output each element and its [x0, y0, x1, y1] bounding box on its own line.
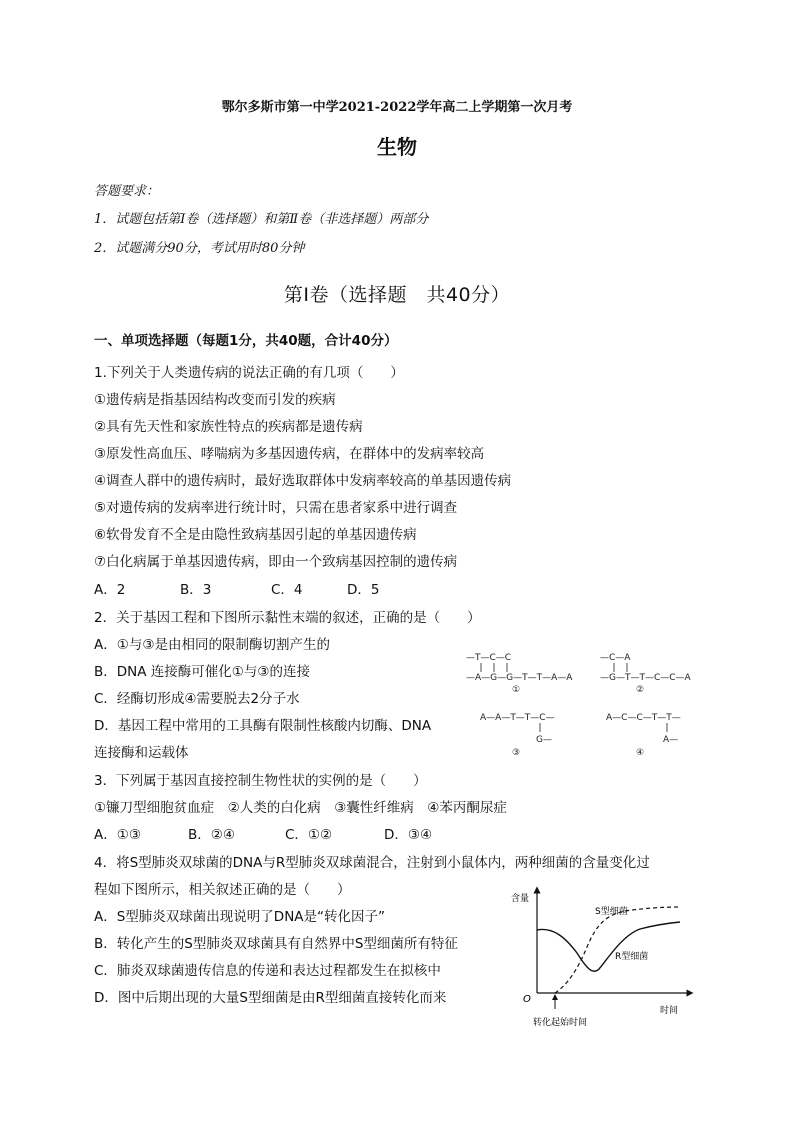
q4-option-c: C．肺炎双球菌遗传信息的传递和表达过程都发生在拟核中: [94, 963, 441, 979]
y-axis-label: 含量: [511, 894, 530, 904]
legend-label-r-type: R型细菌: [615, 952, 649, 962]
sticky-end-4-label: ④: [636, 748, 645, 758]
bacteria-content-chart: [505, 885, 695, 1030]
q1-statement-1: ①遗传病是指基因结构改变而引发的疾病: [94, 392, 336, 408]
section-title: 第Ⅰ卷（选择题 共40分）: [283, 284, 511, 306]
q1-statement-5: ⑤对遗传病的发病率进行统计时，只需在患者家系中进行调查: [94, 500, 458, 516]
q2-option-a: A．①与③是由相同的限制酶切割产生的: [94, 637, 330, 653]
q1-option-a: A．2: [94, 582, 126, 598]
q1-option-c: C．4: [271, 582, 303, 598]
legend-label-s-type: S型细菌: [595, 907, 628, 917]
requirements-heading: 答题要求：: [94, 184, 160, 199]
q3-option-a: A．①③: [94, 827, 141, 843]
q4-option-a: A．S型肺炎双球菌出现说明了DNA是“转化因子”: [94, 909, 386, 925]
q4-option-d: D．图中后期出现的大量S型细菌是由R型细菌直接转化而来: [94, 990, 447, 1006]
q2-option-b: B．DNA 连接酶可催化①与③的连接: [94, 664, 310, 680]
sticky-end-1-bottom: —A—G—G—T—T—A—A: [466, 673, 573, 683]
q3-statements: ①镰刀型细胞贫血症 ②人类的白化病 ③囊性纤维病 ④苯丙酮尿症: [94, 800, 507, 816]
exam-subtitle: 鄂尔多斯市第一中学2021-2022学年高二上学期第一次月考: [221, 100, 573, 115]
q2-option-d-continued: 连接酶和运载体: [94, 745, 189, 761]
q2-option-d: D．基因工程中常用的工具酶有限制性核酸内切酶、DNA: [94, 718, 432, 734]
series-line-r-type: [537, 922, 680, 971]
series-line-s-type: [555, 907, 680, 993]
sticky-end-2-top: —C—A: [600, 653, 631, 663]
q1-option-b: B．3: [180, 582, 212, 598]
sticky-end-2-bottom: —G—T—T—C—C—A: [600, 673, 691, 683]
sticky-end-4-bottom: A—: [663, 735, 679, 745]
q4-stem: 4．将S型肺炎双球菌的DNA与R型肺炎双球菌混合，注射到小鼠体内，两种细菌的含量变化过: [94, 855, 650, 871]
q1-statement-6: ⑥软骨发育不全是由隐性致病基因引起的单基因遗传病: [94, 527, 417, 543]
q1-stem: 1.下列关于人类遗传病的说法正确的有几项（ ）: [94, 365, 404, 381]
q2-option-c: C．经酶切形成④需要脱去2分子水: [94, 691, 300, 707]
part-heading: 一、单项选择题（每题1分，共40题，合计40分）: [94, 333, 398, 349]
x-axis-label: 时间: [660, 1006, 679, 1016]
q1-statement-7: ⑦白化病属于单基因遗传病，即由一个致病基因控制的遗传病: [94, 554, 458, 570]
q4-option-b: B．转化产生的S型肺炎双球菌具有自然界中S型细菌所有特征: [94, 936, 458, 952]
sticky-end-3-top: A—A—T—T—C—: [480, 713, 555, 723]
q4-stem-continued: 程如下图所示，相关叙述正确的是（ ）: [94, 882, 351, 898]
sticky-end-3-bottom: G—: [536, 735, 552, 745]
q3-option-b: B．②④: [188, 827, 235, 843]
sticky-end-3-label: ③: [512, 748, 521, 758]
q3-option-d: D．③④: [384, 827, 433, 843]
q1-statement-4: ④调查人群中的遗传病时，最好选取群体中发病率较高的单基因遗传病: [94, 473, 512, 489]
q1-statement-2: ②具有先天性和家族性特点的疾病都是遗传病: [94, 419, 363, 435]
q2-stem: 2．关于基因工程和下图所示黏性末端的叙述，正确的是（ ）: [94, 610, 481, 626]
transformation-start-label: 转化起始时间: [533, 1018, 588, 1028]
page-title: 生物: [377, 135, 417, 159]
q3-option-c: C．①②: [285, 827, 333, 843]
sticky-end-1-top: —T—C—C: [466, 653, 512, 663]
sticky-end-2-label: ②: [636, 685, 645, 695]
sticky-ends-figure: [460, 640, 710, 758]
q1-option-d: D．5: [347, 582, 380, 598]
requirement-item-2: 2．试题满分90分，考试用时80分钟: [94, 241, 305, 256]
q3-stem: 3．下列属于基因直接控制生物性状的实例的是（ ）: [94, 773, 427, 789]
sticky-end-1-label: ①: [512, 685, 521, 695]
origin-label: O: [523, 994, 531, 1005]
sticky-end-4-top: A—C—C—T—T—: [606, 713, 681, 723]
requirement-item-1: 1．试题包括第Ⅰ卷（选择题）和第Ⅱ卷（非选择题）两部分: [94, 212, 429, 227]
q1-statement-3: ③原发性高血压、哮喘病为多基因遗传病，在群体中的发病率较高: [94, 446, 485, 462]
